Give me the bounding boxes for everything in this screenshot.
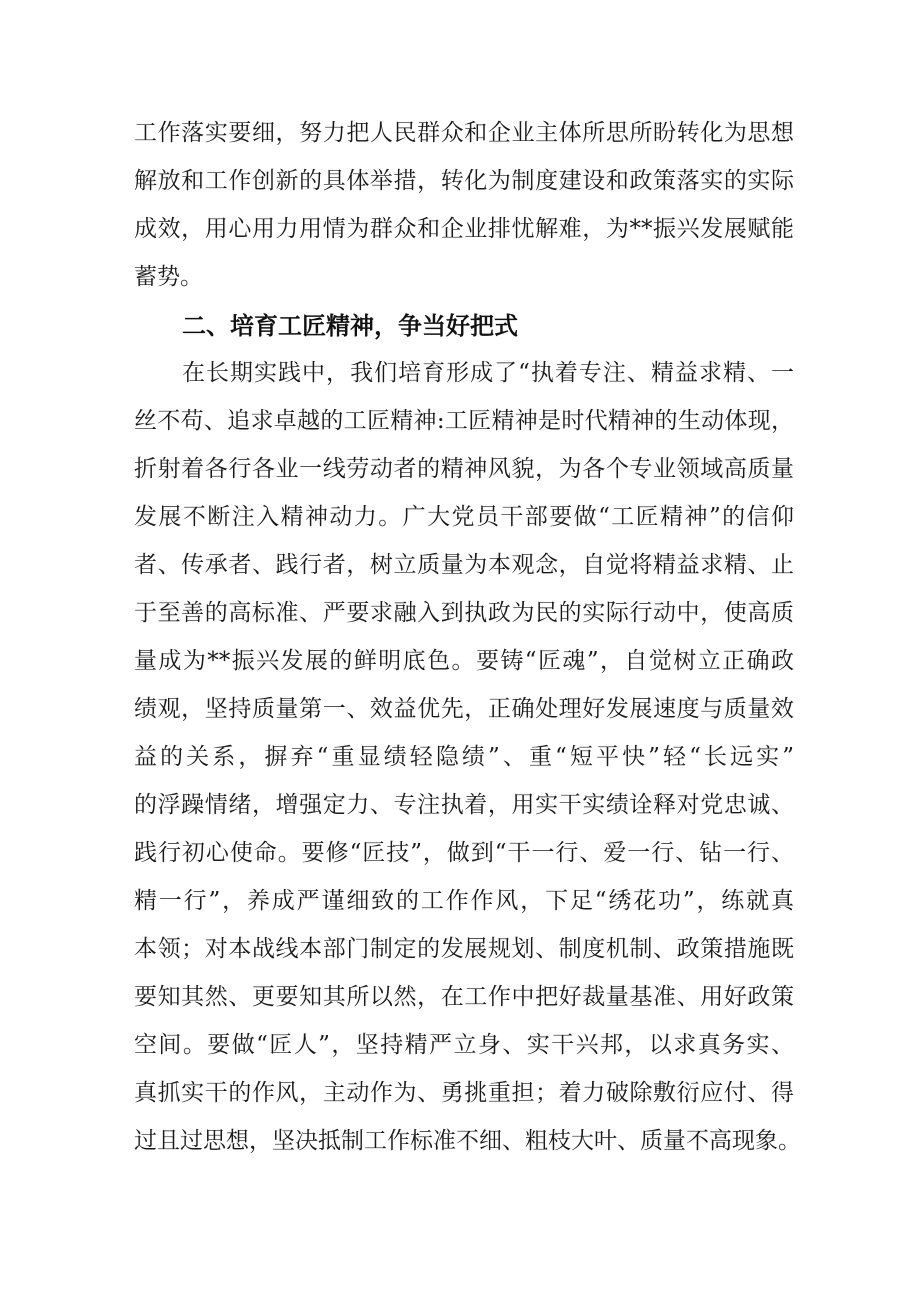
paragraph-2-line: 绩观，坚持质量第一、效益优先，正确处理好发展速度与质量效 — [134, 696, 794, 722]
paragraph-2-line: 本领；对本战线本部门制定的发展规划、制度机制、政策措施既 — [134, 936, 794, 962]
paragraph-2-line: 精一行”，养成严谨细致的工作作风，下足“绣花功”，练就真 — [134, 888, 794, 914]
paragraph-2-line: 丝不苟、追求卓越的工匠精神:工匠精神是时代精神的生动体现， — [134, 408, 794, 434]
paragraph-1-line: 成效，用心用力用情为群众和企业排忧解难，为**振兴发展赋能 — [134, 216, 794, 242]
paragraph-2-line: 者、传承者、践行者，树立质量为本观念，自觉将精益求精、止 — [134, 552, 794, 578]
paragraph-1-line: 解放和工作创新的具体举措，转化为制度建设和政策落实的实际 — [134, 168, 794, 194]
paragraph-2-line: 发展不断注入精神动力。广大党员干部要做“工匠精神”的信仰 — [134, 504, 794, 530]
paragraph-2-line: 要知其然、更要知其所以然，在工作中把好裁量基准、用好政策 — [134, 984, 794, 1010]
paragraph-2-line: 空间。要做“匠人”，坚持精严立身、实干兴邦，以求真务实、 — [134, 1032, 794, 1058]
paragraph-2-line: 于至善的高标准、严要求融入到执政为民的实际行动中，使高质 — [134, 600, 794, 626]
paragraph-2-line: 真抓实干的作风，主动作为、勇挑重担；着力破除敷衍应付、得 — [134, 1080, 794, 1106]
section-2-heading: 二、培育工匠精神，争当好把式 — [182, 312, 518, 340]
paragraph-2-line: 在长期实践中，我们培育形成了“执着专注、精益求精、一 — [182, 360, 794, 386]
paragraph-2-line: 过且过思想，坚决抵制工作标准不细、粗枝大叶、质量不高现象。 — [134, 1128, 801, 1154]
paragraph-2-line: 益的关系，摒弃“重显绩轻隐绩”、重“短平快”轻“长远实” — [134, 744, 794, 770]
paragraph-2-line: 践行初心使命。要修“匠技”，做到“干一行、爱一行、钻一行、 — [134, 840, 794, 866]
paragraph-1-line: 蓄势。 — [134, 264, 203, 290]
paragraph-2-line: 量成为**振兴发展的鲜明底色。要铸“匠魂”，自觉树立正确政 — [134, 648, 794, 674]
paragraph-2-line: 的浮躁情绪，增强定力、专注执着，用实干实绩诠释对党忠诚、 — [134, 792, 794, 818]
paragraph-1-line: 工作落实要细，努力把人民群众和企业主体所思所盼转化为思想 — [134, 120, 794, 146]
paragraph-2-line: 折射着各行各业一线劳动者的精神风貌，为各个专业领域高质量 — [134, 456, 794, 482]
